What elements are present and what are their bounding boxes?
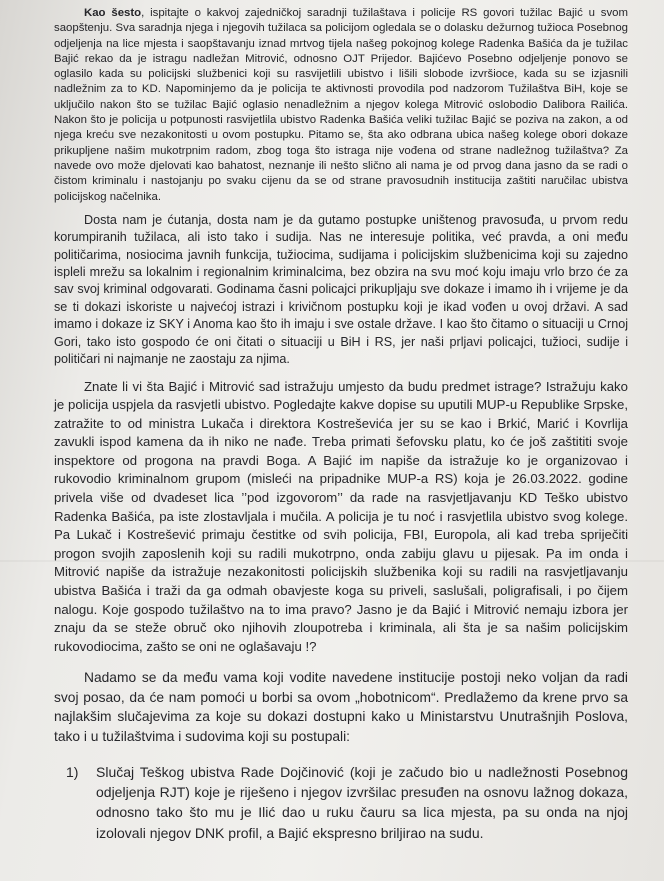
paragraph-1-lead: Kao šesto [84,7,142,19]
document-body [54,6,628,843]
paragraph-3: Znate li vi šta Bajić i Mitrović sad istražuju umjesto da budu predmet istrage? Istražuju kako je policija uspjela da rasvjetli ubistvo. Pogledajte kakve dopise su uputili MUP-u Republike Srpske, zatražite to od ministra Lukača i direktora Kostreševića jer su se kao i Brkić, Marić i Kovrlija zavukli ispod kamena da ih niko ne nađe. Treba primati šefovsku platu, ko će još zaštititi svoje inspektore od progona na pravdi Boga. A Bajić im napiše da istražuje ko je organizovao i rukovodio kriminalnom grupom (misleći na pripadnike MUP-a RS) koja je 26.03.2022. godine privela više od dvadeset lica ’’pod izgovorom’’ da rade na rasvjetljavanju KD Teško ubistvo Radenka Bašića, pa iste zlostavljala i mučila. A policija je tu noć i rasvjetlila ubistvo svog kolege. Pa Lukač i Kostrešević primaju čestitke od svih policija, FBI, Europola, ali kad treba spriječiti progon svojih zaposlenih koji su radili mukotrpno, onda zabiju glavu u pijesak. Pa im onda i Mitrović napiše da istražuje nezakonitosti policijskih službenika koji su radili na rasvjetljavanju ubistva Bašića i traži da ga odmah obavjeste koga su priveli, saslušali, poligrafisali, i po čijem nalogu. Koje gospodo tužilaštvo na to ima pravo? Jasno je da Bajić i Mitrović nemaju izbora jer znaju da se steže obruč oko njihovih zloupotreba i kriminala, ali šta je sa našim policijskim rukovodiocima, zašto se oni ne oglašavaju !? [54,378,628,654]
list-item-number: 1) [66,764,79,781]
paragraph-1-text: , ispitajte o kakvoj zajedničkoj saradnji tužilaštava i policije RS govori tužilac Bajić u svom saopštenju. Sva saradnja njega i njegovih tužilaca sa policijom ogledala se o dolasku dežurnog tužioca Posebnog odjeljenja na lice mjesta i saopštavanju iznad mrtvog tijela našeg pokojnog kolege Radenka Bašića da je tužilac Bajić rekao da je istragu nadležan Mitrović, odnosno OJT Prijedor. Bajićevo Posebno odjeljenje ponovo se oglasilo kada su policijski službenici koji su rasvijetlili ubistvo i lišili slobode izvršioce, kada su se izjasnili nadležnim za to KD. Napominjemo da je policija te aktivnosti provodila pod nadzorom Tužilaštva BiH, koje se uključilo nakon što se tužilac Bajić oglasio nenadležnim a njegov kolega Mitrović oslobodio Dalibora Railića. Nakon što je policija u potpunosti rasvijetlila ubistvo Radenka Bašića veliki tužilac Bajić se poziva na zakon, a od njega kreću sve nezakonitosti u ovom postupku. Pitamo se, šta ako odbrana ubica našeg kolege obori dokaze prikupljene našim mukotrpnim radom, zbog toga što istraga nije vođena od strane nadležnog tužilaštva? Za navede ovo može djelovati kao bahatost, neznanje ili nešto slično ali nama je od prvog dana jasno da se radi o čistom kriminalu i nastojanju po svaku cijenu da se od strane pravosudnih institucija zaštiti naručilac ubistva policijskog načelnika. [54,7,628,203]
case-list [54,762,628,843]
list-item-text: Slučaj Teškog ubistva Rade Dojčinović (koji je začudo bio u nadležnosti Posebnog odjeljenja RJT) koje je riješeno i njegov izvršilac presuđen na osnovu lažnog dokaza, odnosno tako što mu je Ilić dao u ruku čauru sa lica mjesta, pa su onda na njoj izolovali njegov DNK profil, a Bajić ekspresno briljirao na sudu. [96,764,628,841]
paragraph-1 [54,6,628,205]
paragraph-4: Nadamo se da među vama koji vodite navedene institucije postoji neko voljan da radi svoj posao, da će nam pomoći u borbi sa ovom „hobotnicom“. Predlažemo da krene prvo sa najlakšim slučajevima za koje su dokazi dostupni kako u Ministarstvu Unutrašnjih Poslova, tako i u tužilaštvima i sudovima koji su postupali: [54,670,628,744]
paragraph-2: Dosta nam je ćutanja, dosta nam je da gutamo postupke uništenog pravosuđa, u prvom redu korumpiranih tužilaca, ali isto tako i sudija. Nas ne interesuje politika, već pravda, a oni među političarima, nosiocima javnih funkcija, tužiocima, sudijama i policijskim službenicima koji su zajedno ispleli mrežu sa lokalnim i regionalnim kriminalcima, bez obzira na svu moć koju imaju vrlo brzo će za sav svoj kriminal odgovarati. Godinama časni policajci prikupljaju sve dokaze i imamo ih i vrijeme je da se ti dokazi iskoriste u najvećoj istrazi i krivičnom postupku koji je ikad vođen u ovoj državi. A sad imamo i dokaze iz SKY i Anoma kao što ih imaju i sve ostale države. I kao što čitamo o situaciji u Crnoj Gori, tako isto gospodo će oni čitati o situaciji u BiH i RS, jer naši prljavi policajci, tužioci, sudije i političari ni najmanje ne zaostaju za njima. [54,212,628,367]
list-item [54,762,628,843]
